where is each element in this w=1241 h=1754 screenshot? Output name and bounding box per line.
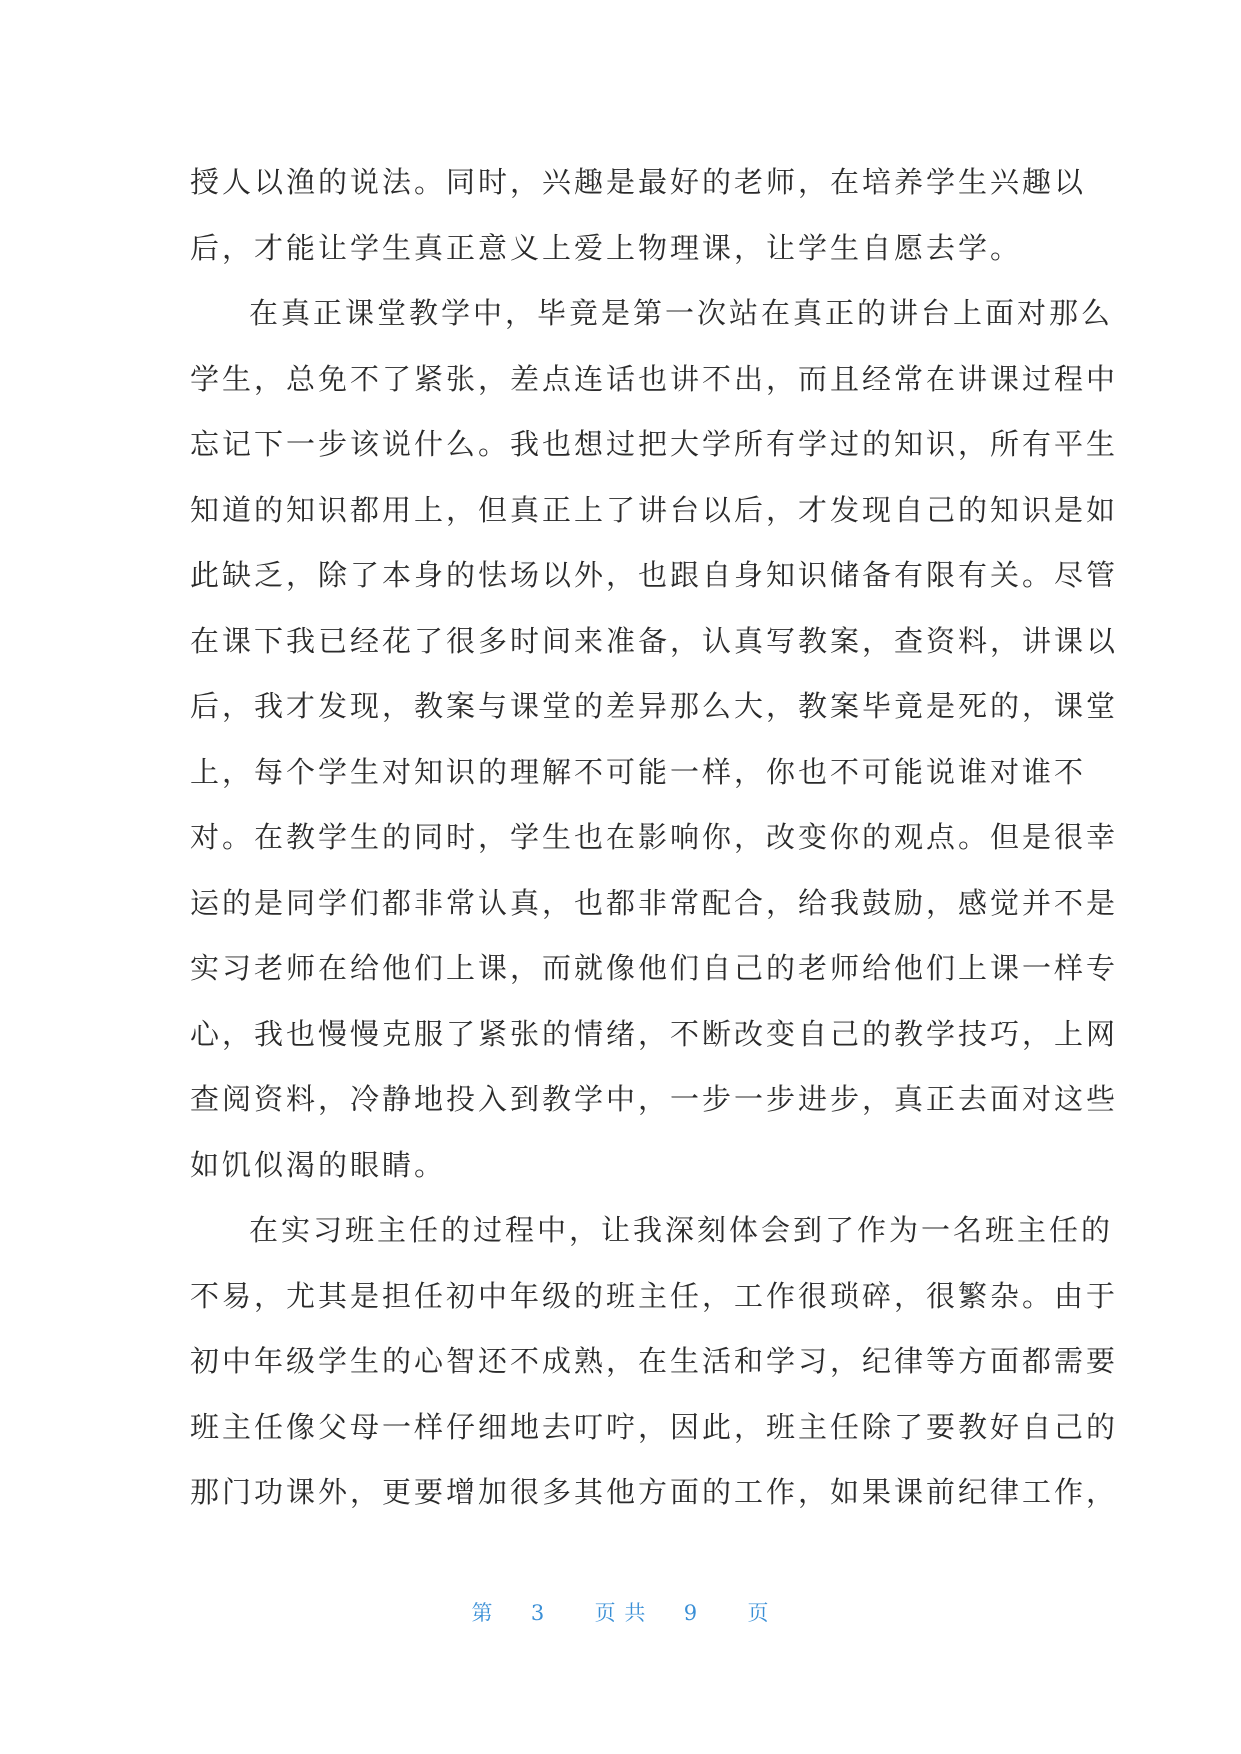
text-line: 上，每个学生对知识的理解不可能一样，你也不可能说谁对谁不 [190,754,1087,789]
text-line: 学生，总免不了紧张，差点连话也讲不出，而且经常在讲课过程中 [190,361,1119,396]
text-line: 不易，尤其是担任初中年级的班主任，工作很琐碎，很繁杂。由于 [190,1278,1119,1313]
text-line: 在课下我已经花了很多时间来准备，认真写教案，查资料，讲课以 [190,623,1119,658]
text-line: 查阅资料，冷静地投入到教学中，一步一步进步，真正去面对这些 [190,1082,1119,1116]
total-pages-number: 9 [683,1601,699,1625]
text-line: 后，才能让学生真正意义上爱上物理课，让学生自愿去学。 [190,230,1023,265]
text-line: 授人以渔的说法。同时，兴趣是最好的老师，在培养学生兴趣以 [190,165,1087,199]
body-text [190,150,1119,1526]
paragraph-start-line: 在实习班主任的过程中，让我深刻体会到了作为一名班主任的 [249,1213,1114,1247]
footer-suffix: 页 [747,1601,770,1625]
text-line: 后，我才发现，教案与课堂的差异那么大，教案毕竟是死的，课堂 [190,689,1119,723]
text-line: 实习老师在给他们上课，而就像他们自己的老师给他们上课一样专 [190,951,1119,985]
text-line: 如饥似渴的眼睛。 [190,1147,447,1182]
text-line: 对。在教学生的同时，学生也在影响你，改变你的观点。但是很幸 [190,820,1119,854]
text-line: 初中年级学生的心智还不成熟，在生活和学习，纪律等方面都需要 [190,1344,1119,1378]
current-page-number: 3 [530,1601,546,1625]
text-line: 此缺乏，除了本身的怯场以外，也跟自身知识储备有限有关。尽管 [190,558,1119,592]
text-line: 知道的知识都用上，但真正上了讲台以后，才发现自己的知识是如 [190,492,1119,527]
text-line: 心，我也慢慢克服了紧张的情绪，不断改变自己的教学技巧，上网 [190,1016,1119,1051]
text-line: 班主任像父母一样仔细地去叮咛，因此，班主任除了要教好自己的 [190,1409,1119,1444]
footer-prefix: 第 [471,1601,494,1625]
text-line: 那门功课外，更要增加很多其他方面的工作，如果课前纪律工作， [190,1475,1119,1509]
paragraph-start-line: 在真正课堂教学中，毕竟是第一次站在真正的讲台上面对那么 [249,296,1114,330]
footer-middle: 页 共 [594,1601,647,1625]
page-footer [0,1597,1241,1627]
text-line: 运的是同学们都非常认真，也都非常配合，给我鼓励，感觉并不是 [190,885,1119,920]
text-line: 忘记下一步该说什么。我也想过把大学所有学过的知识，所有平生 [190,427,1119,461]
